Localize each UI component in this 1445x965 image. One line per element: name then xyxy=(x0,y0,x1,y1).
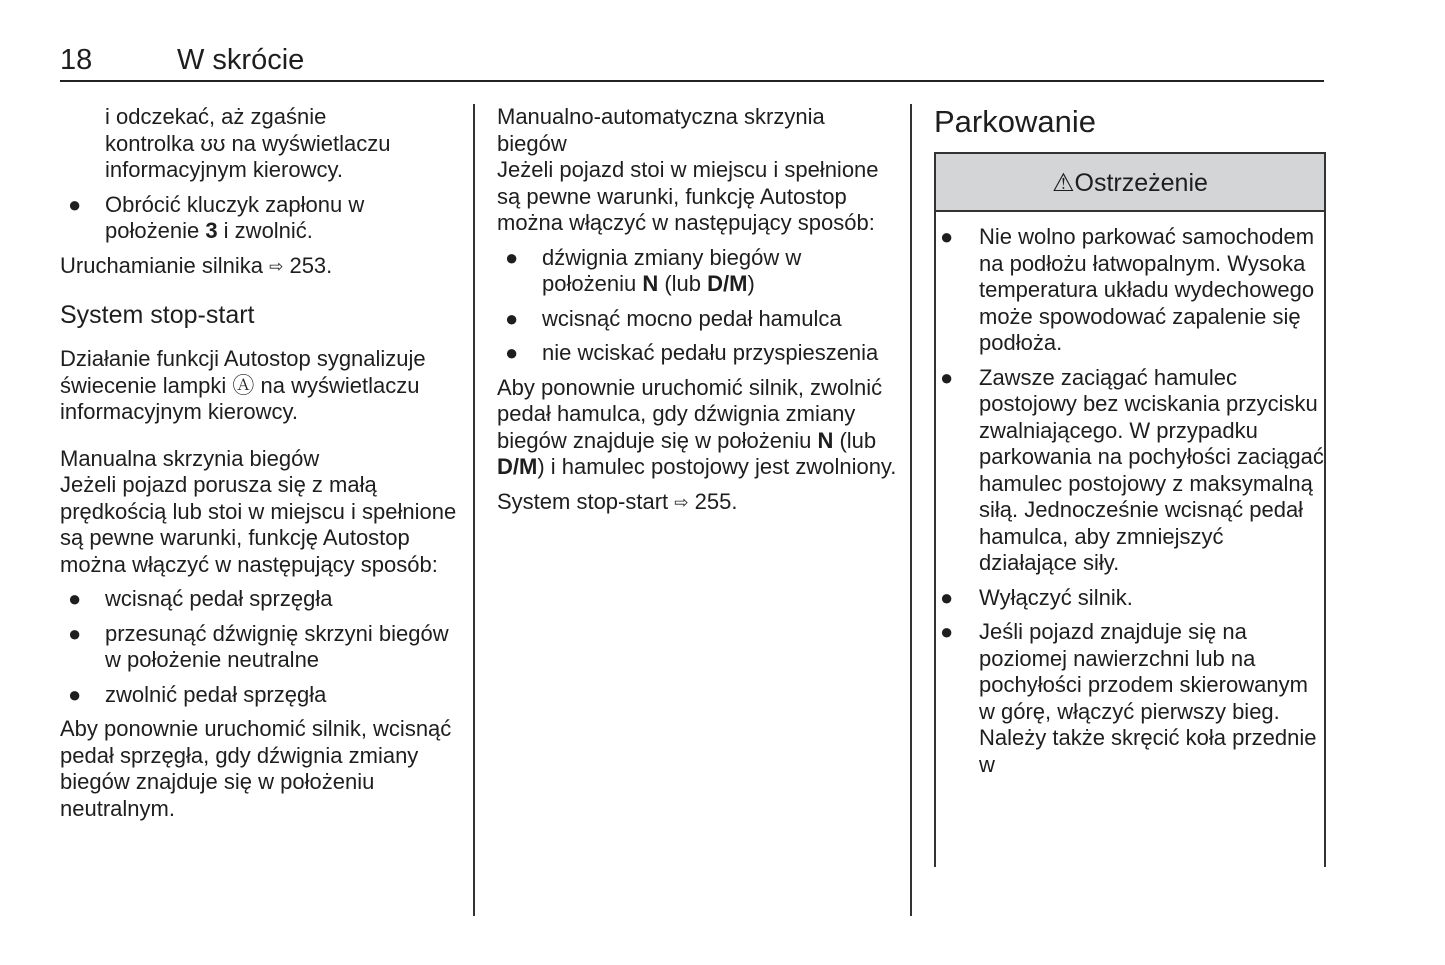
column-3 xyxy=(934,104,1326,867)
list-item: ● zwolnić pedał sprzęgła xyxy=(68,681,327,707)
bullet-icon: ● xyxy=(505,340,519,365)
list-item: ● Obrócić kluczyk zapłonu w położenie 3 i zwolnić. xyxy=(68,191,365,243)
paragraph-manual-intro: Jeżeli pojazd porusza się z małą prędkością lub stoi w miejscu i spełnione są pewne warunki, funkcję Autostop można włączyć w następujący sposób: xyxy=(60,472,457,577)
list-item: ● nie wciskać pedału przyspieszenia xyxy=(505,340,879,365)
bullet-icon: ● xyxy=(68,586,82,611)
list xyxy=(60,192,460,245)
warning-triangle-icon: ⚠ xyxy=(1052,169,1075,197)
list-item: ● wcisnąć mocno pedał hamulca xyxy=(505,305,842,331)
bullet-icon: ● xyxy=(68,681,82,707)
column-1 xyxy=(60,104,460,822)
warning-box xyxy=(934,152,1326,867)
autostop-indicator-icon: Ⓐ xyxy=(232,372,255,398)
warning-title: Ostrzeżenie xyxy=(1074,169,1208,197)
cross-reference[interactable]: Uruchamianie silnika ⇨ 253. xyxy=(60,253,460,281)
auto-steps-list xyxy=(497,245,897,367)
paragraph-auto-restart: Aby ponownie uruchomić silnik, zwolnić pedał hamulca, gdy dźwignia zmiany biegów znajduje się w położeniu N (lub D/M) i hamulec postojowy jest zwolniony. xyxy=(497,374,897,479)
bullet-icon: ● xyxy=(940,364,954,390)
warning-list xyxy=(936,212,1324,778)
bullet-icon: ● xyxy=(505,305,519,331)
list-item: ● dźwignia zmiany biegów w położeniu N (lub D/M) xyxy=(505,244,802,296)
arrow-right-icon: ⇨ xyxy=(674,492,689,512)
cross-reference[interactable]: System stop-start ⇨ 255. xyxy=(497,489,897,517)
list-item: ● Zawsze zaciągać hamulec postojowy bez wciskania przycisku zwalniającego. W przypadku parkowania na pochyłości zaciągać hamulec postojowy z maksymalną siłą. Jednocześnie wcisnąć pedał hamulca, aby zmniejszyć działające siły. xyxy=(940,364,1324,575)
paragraph-autostop: Działanie funkcji Autostop sygnalizuje świecenie lampki Ⓐ na wyświetlaczu informacyjnym kierowcy. xyxy=(60,346,426,424)
list-item: ● Nie wolno parkować samochodem na podłożu łatwopalnym. Wysoka temperatura układu wydechowego może spowodować zapalenie się podłoża. xyxy=(940,224,1315,355)
bullet-icon: ● xyxy=(940,619,954,644)
list-item: ● przesunąć dźwignię skrzyni biegów w położenie neutralne xyxy=(68,620,449,672)
heading-parking: Parkowanie xyxy=(934,104,1096,139)
bullet-icon: ● xyxy=(940,224,954,249)
bullet-icon: ● xyxy=(68,620,82,646)
page-header xyxy=(60,44,1324,82)
column-2 xyxy=(497,104,897,516)
heading-stop-start: System stop-start xyxy=(60,301,255,329)
bullet-icon: ● xyxy=(505,244,519,270)
section-title: W skrócie xyxy=(177,44,305,76)
continued-paragraph: i odczekać, aż zgaśnie kontrolka ʊʊ na wyświetlaczu informacyjnym kierowcy. xyxy=(105,104,391,182)
column-divider xyxy=(910,104,912,916)
arrow-right-icon: ⇨ xyxy=(269,256,284,276)
manual-steps-list xyxy=(60,586,460,708)
subheading-manual: Manualna skrzynia biegów xyxy=(60,445,320,471)
bullet-icon: ● xyxy=(940,584,954,610)
list-item: ● Jeśli pojazd znajduje się na poziomej nawierzchni lub na pochyłości przodem skierowanym w górę, włączyć pierwszy bieg. Należy także skręcić koła przednie w xyxy=(940,619,1317,777)
bullet-icon: ● xyxy=(68,191,82,217)
list-item: ● Wyłączyć silnik. xyxy=(940,584,1133,610)
paragraph-manual-restart: Aby ponownie uruchomić silnik, wcisnąć pedał sprzęgła, gdy dźwignia zmiany biegów znajduje się w położeniu neutralnym. xyxy=(60,716,452,821)
page-number: 18 xyxy=(60,44,93,76)
subheading-auto: Manualno-automatyczna skrzynia biegów xyxy=(497,104,825,156)
paragraph-auto-intro: Jeżeli pojazd stoi w miejscu i spełnione są pewne warunki, funkcję Autostop można włączyć w następujący sposób: xyxy=(497,157,879,235)
glow-plug-icon: ʊʊ xyxy=(200,130,226,156)
warning-header xyxy=(936,154,1324,212)
list-item: ● wcisnąć pedał sprzęgła xyxy=(68,586,333,611)
column-divider xyxy=(473,104,475,916)
